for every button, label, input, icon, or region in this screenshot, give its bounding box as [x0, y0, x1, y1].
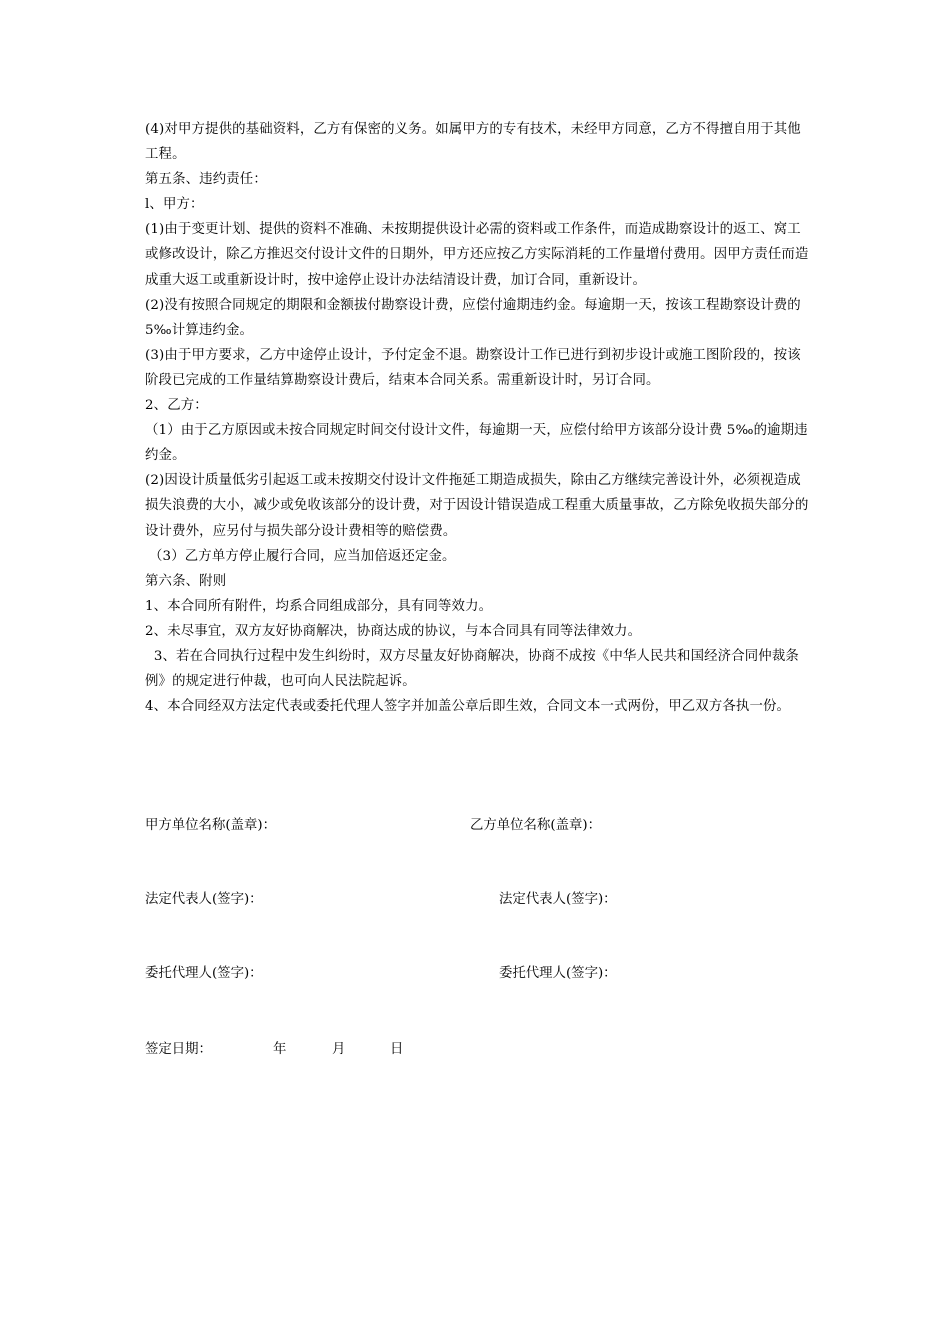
party-b-clause-3: （3）乙方单方停止履行合同，应当加倍返还定金。	[149, 548, 456, 564]
party-a-heading: l、甲方：	[145, 197, 204, 213]
sign-month-label: 月	[332, 1042, 346, 1057]
party-a-agent-label: 委托代理人(签字)：	[145, 966, 263, 981]
clause-confidentiality: (4)对甲方提供的基础资料，乙方有保密的义务。如属甲方的专有技术，未经甲方同意，乙方不得擅自用于其他工程。	[145, 122, 801, 163]
article-six-heading: 第六条、附则	[145, 573, 227, 589]
sign-day-label: 日	[390, 1042, 404, 1057]
party-b-legal-rep-label: 法定代表人(签字)：	[499, 892, 617, 907]
article-five-heading: 第五条、违约责任：	[145, 172, 267, 188]
sign-date-label: 签定日期：	[145, 1042, 212, 1057]
appendix-clause-1: 1、本合同所有附件，均系合同组成部分，具有同等效力。	[145, 598, 493, 614]
party-b-heading: 2、乙方：	[145, 398, 208, 414]
party-a-legal-rep-label: 法定代表人(签字)：	[145, 892, 263, 907]
sign-year-label: 年	[273, 1042, 287, 1057]
contract-body	[145, 117, 809, 719]
party-b-unit-label: 乙方单位名称(盖章)：	[470, 818, 601, 833]
appendix-clause-4: 4、本合同经双方法定代表或委托代理人签字并加盖公章后即生效，合同文本一式两份，甲乙双方各执一份。	[145, 699, 791, 715]
party-b-clause-2: (2)因设计质量低劣引起返工或未按期交付设计文件拖延工期造成损失，除由乙方继续完善设计外，必须视造成损失浪费的大小，减少或免收该部分的设计费，对于因设计错误造成工程重大质量事故，乙方除免收损失部分的设计费外，应另付与损失部分设计费相等的赔偿费。	[145, 473, 809, 539]
party-b-agent-label: 委托代理人(签字)：	[499, 966, 617, 981]
party-a-clause-2: (2)没有按照合同规定的期限和金额拔付勘察设计费，应偿付逾期违约金。每逾期一天，按该工程勘察设计费的 5‰计算违约金。	[145, 297, 801, 338]
party-a-unit-label: 甲方单位名称(盖章)：	[145, 818, 276, 833]
party-b-clause-1: （1）由于乙方原因或未按合同规定时间交付设计文件，每逾期一天，应偿付给甲方该部分设计费 5‰的逾期违约金。	[145, 423, 808, 464]
party-a-clause-3: (3)由于甲方要求，乙方中途停止设计，予付定金不退。勘察设计工作已进行到初步设计或施工图阶段的，按该阶段已完成的工作量结算勘察设计费后，结束本合同关系。需重新设计时，另订合同。	[145, 347, 801, 388]
appendix-clause-3: 3、若在合同执行过程中发生纠纷时，双方尽量友好协商解决，协商不成按《中华人民共和国经济合同仲裁条例》的规定进行仲裁，也可向人民法院起诉。	[145, 648, 799, 690]
appendix-clause-2: 2、未尽事宜，双方友好协商解决，协商达成的协议，与本合同具有同等法律效力。	[145, 623, 642, 639]
party-a-clause-1: (1)由于变更计划、提供的资料不准确、未按期提供设计必需的资料或工作条件，而造成勘察设计的返工、窝工或修改设计，除乙方推迟交付设计文件的日期外，甲方还应按乙方实际消耗的工作量增付费用。因甲方责任而造成重大返工或重新设计时，按中途停止设计办法结清设计费，加订合同，重新设计。	[145, 222, 809, 288]
